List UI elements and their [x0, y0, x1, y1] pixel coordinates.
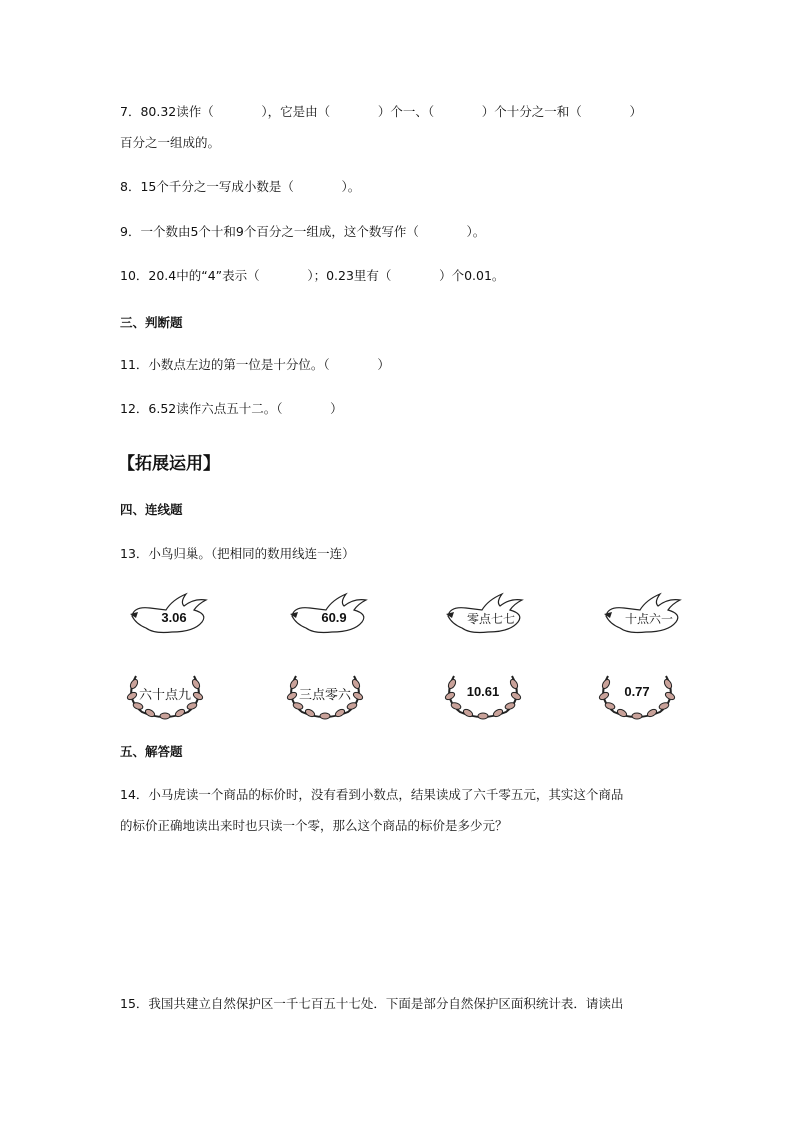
bird-card-1[interactable] [128, 588, 214, 638]
bird-card-4[interactable] [602, 588, 688, 638]
extend-heading: 【拓展运用】 [118, 454, 220, 474]
question-13: 13．小鸟归巢。（把相同的数用线连一连） [120, 546, 355, 561]
bird-card-3[interactable] [444, 588, 530, 638]
question-9: 9．一个数由5个十和9个百分之一组成，这个数写作（ ）。 [120, 224, 486, 239]
bird-label: 零点七七 [466, 612, 515, 626]
question-14-line2: 的标价正确地读出来时也只读一个零，那么这个商品的标价是多少元？ [120, 818, 508, 833]
bird-label: 十点六一 [624, 612, 673, 626]
nest-card-2[interactable] [282, 668, 368, 724]
nest-label: 三点零六 [298, 688, 351, 703]
nest-label: 六十点九 [138, 688, 191, 703]
nest-label: 10.61 [466, 684, 500, 699]
question-12: 12．6.52读作六点五十二。（ ） [120, 401, 343, 416]
nest-card-4[interactable] [594, 668, 680, 724]
section-judge-heading: 三、判断题 [120, 315, 183, 330]
question-14-line1: 14．小马虎读一个商品的标价时，没有看到小数点，结果读成了六千零五元，其实这个商品 [120, 787, 624, 802]
nest-card-1[interactable] [122, 668, 208, 724]
nest-card-3[interactable] [440, 668, 526, 724]
section-match-heading: 四、连线题 [120, 502, 183, 517]
bird-label: 3.06 [161, 610, 187, 625]
section-answer-heading: 五、解答题 [120, 744, 183, 759]
question-10: 10．20.4中的“4”表示（ ）；0.23里有（ ）个0.01。 [120, 268, 505, 283]
question-11: 11．小数点左边的第一位是十分位。（ ） [120, 357, 390, 372]
bird-label: 60.9 [321, 610, 347, 625]
question-7-line1: 7．80.32读作（ ），它是由（ ）个一、（ ）个十分之一和（ ） [120, 104, 642, 119]
nest-label: 0.77 [624, 684, 650, 699]
question-7-line2: 百分之一组成的。 [120, 135, 221, 150]
question-15-line1: 15．我国共建立自然保护区一千七百五十七处．下面是部分自然保护区面积统计表．请读出 [120, 996, 624, 1011]
question-8: 8．15个千分之一写成小数是（ ）。 [120, 179, 361, 194]
bird-card-2[interactable] [288, 588, 374, 638]
